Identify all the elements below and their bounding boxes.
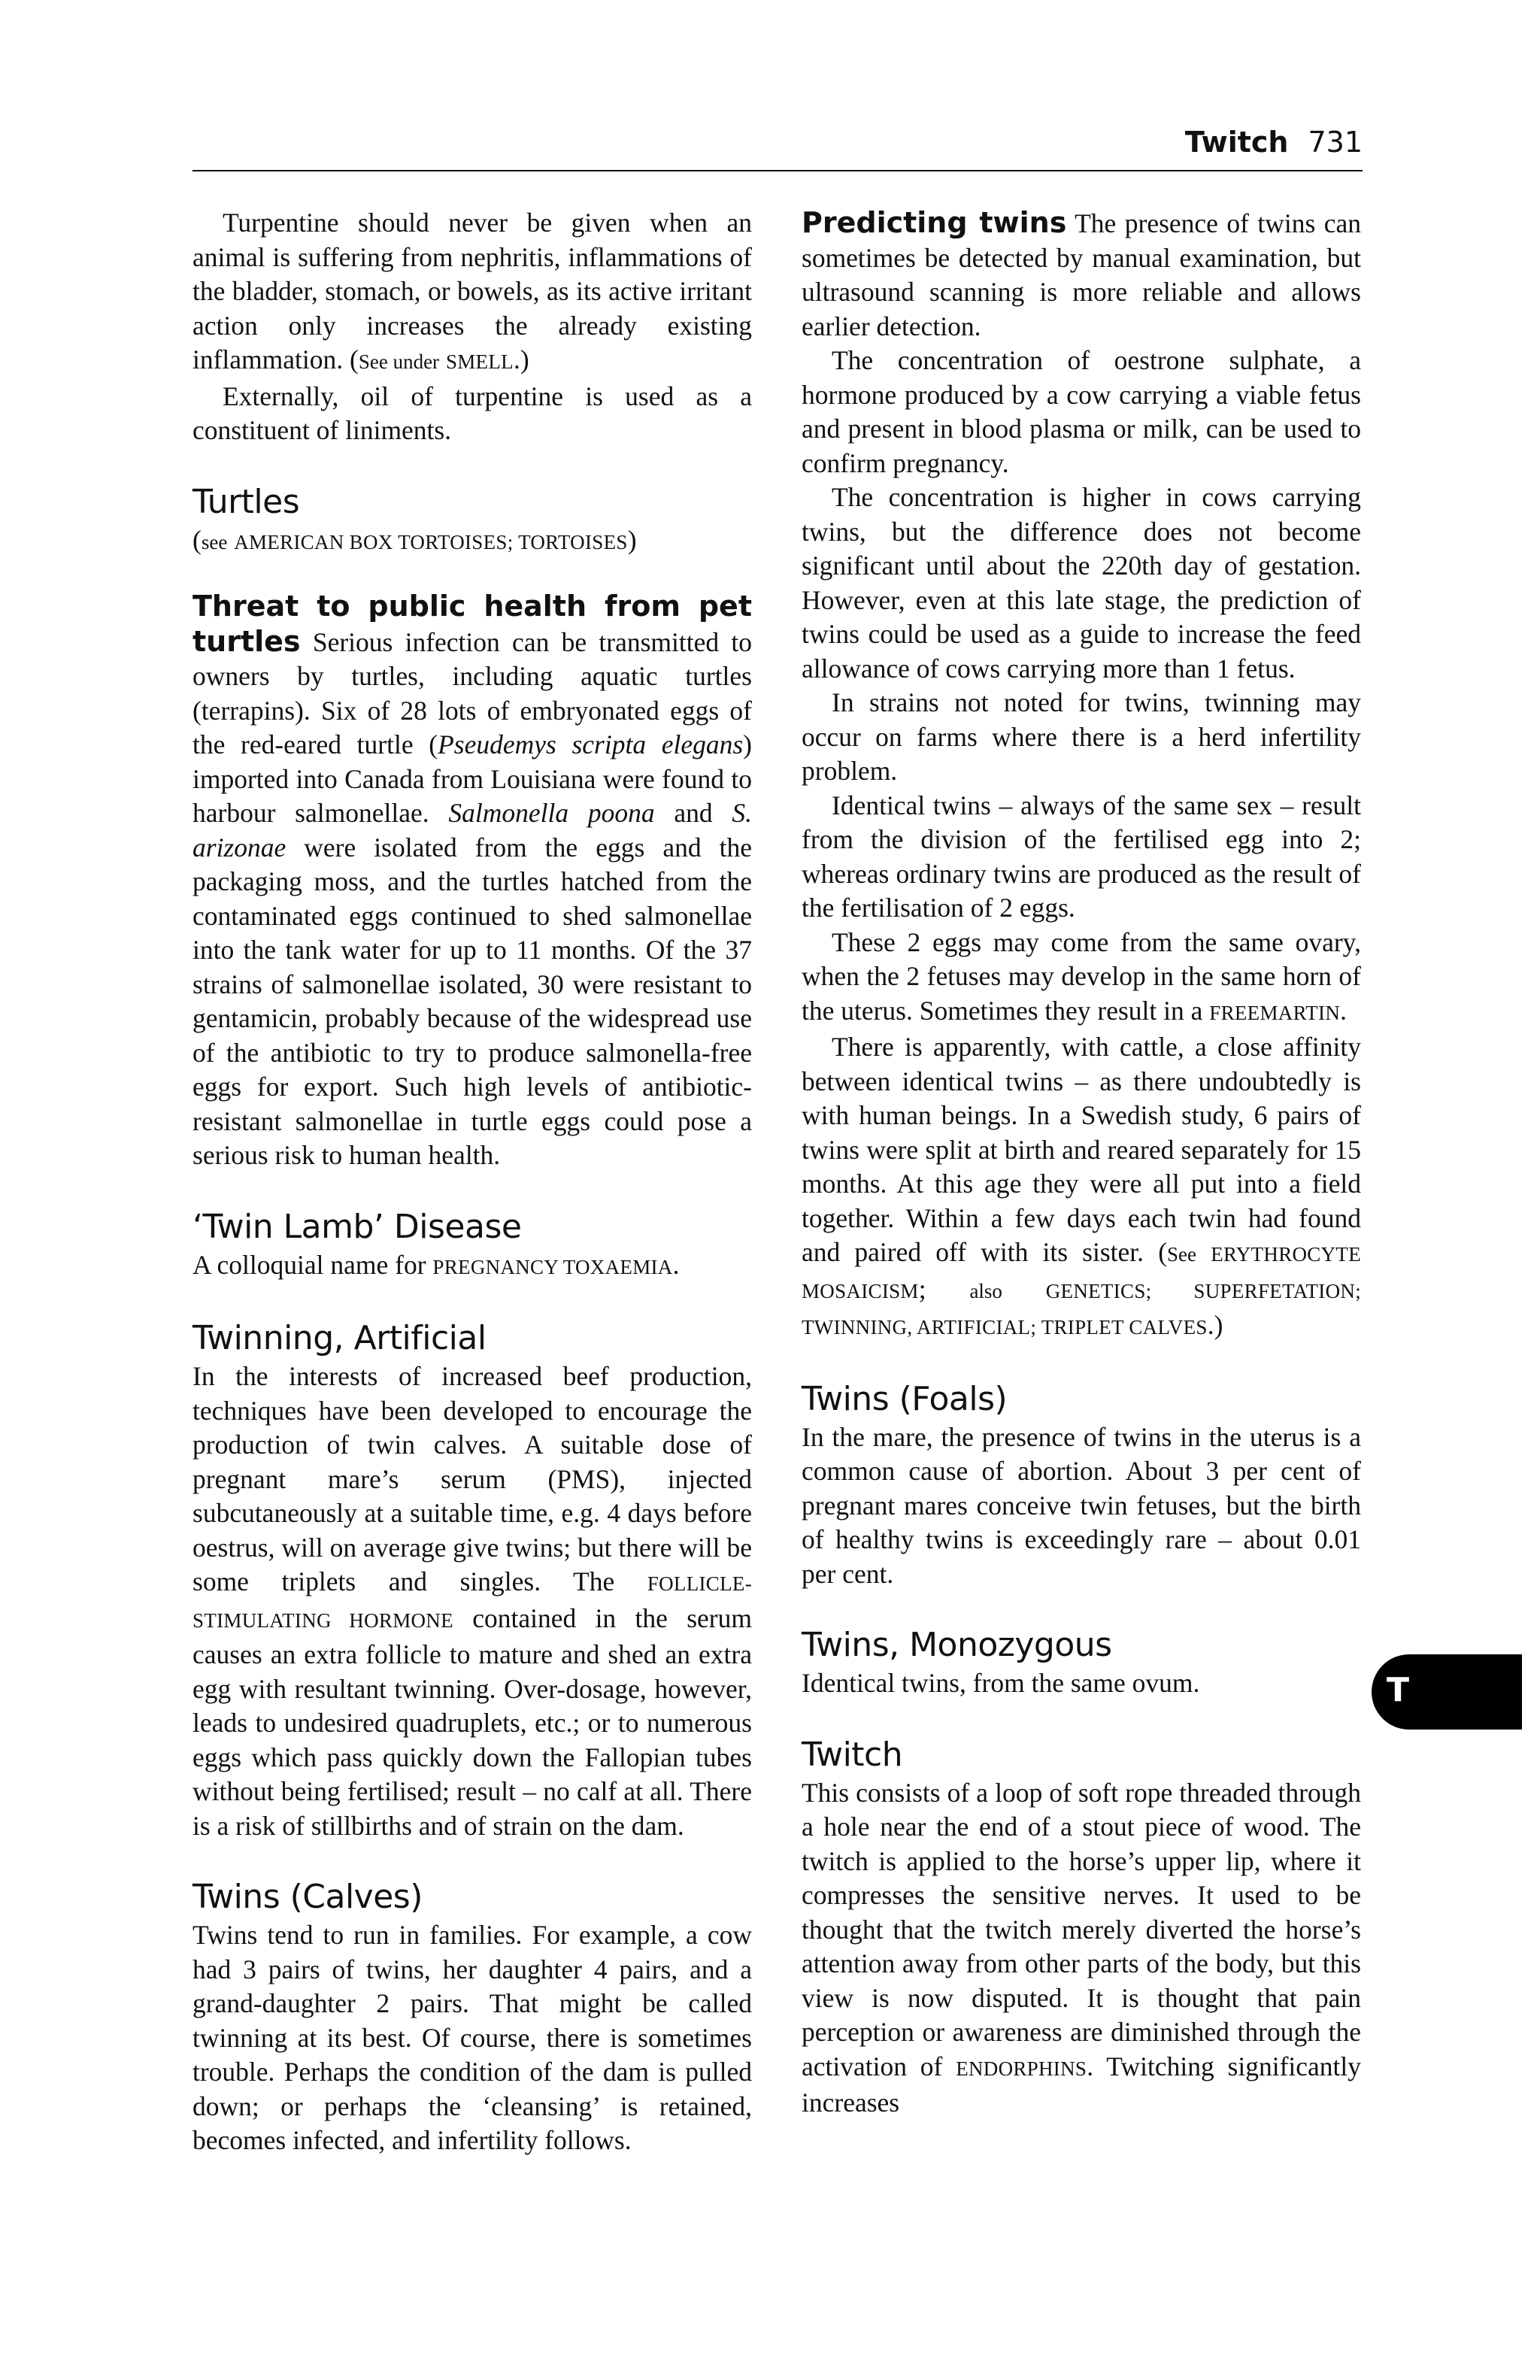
- heading-threat: Threat to public health from pet turtles: [192, 590, 752, 658]
- heading-twitch: Twitch: [802, 1735, 903, 1774]
- ovary-text: These 2 eggs may come from the same ovary, when the 2 fetuses may develop in the same horn of the uterus. Sometimes they result in a: [802, 926, 1361, 1026]
- monozygous-paragraph: Identical twins, from the same ovum.: [802, 1668, 1200, 1698]
- turpentine-text: Turpentine should never be given when an animal is suffering from nephritis, inflammations of the bladder, stomach, or bowels, as its active irritant action only increases the already existing inflammation. (: [192, 208, 752, 374]
- threat-text-a: Serious infection can be transmitted to owners by turtles, including aquatic turtles (terrapins). Six of 28 lots of embryonated eggs of the red-eared turtle (: [192, 626, 752, 759]
- strains-paragraph: In strains not noted for twins, twinning may occur on farms where there is a herd infertility problem.: [802, 687, 1361, 786]
- ovary-paragraph: [802, 926, 1361, 1031]
- heading-predicting-twins: Predicting twins: [802, 206, 1067, 239]
- predicting-text: The presence of twins can sometimes be detected by manual examination, but ultrasound scanning is more reliable and allows earlier detection.: [802, 208, 1361, 341]
- twitch-text-a: This consists of a loop of soft rope threaded through a hole near the end of a stout piece of wood. The twitch is applied to the horse’s upper lip, where it compresses the sensitive nerves. It used to be thought that the twitch merely diverted the horse’s attention away from other parts of the body, but this view is now disputed. It is thought that pain perception or awareness are diminished through the activation of: [802, 1777, 1361, 2081]
- running-head: [192, 120, 1363, 164]
- thumb-index-letter: T: [1387, 1671, 1410, 1709]
- cross-ref-pregnancy-toxaemia: PREGNANCY TOXAEMIA: [432, 1255, 673, 1278]
- running-head-word: Twitch: [1184, 126, 1289, 159]
- twinning-paragraph: [192, 1360, 752, 1843]
- right-column: [802, 206, 1361, 2121]
- left-column: [192, 206, 752, 2158]
- heading-twins-foals: Twins (Foals): [802, 1379, 1008, 1418]
- threat-text-d: were isolated from the eggs and the packaging moss, and the turtles hatched from the contaminated eggs continued to shed salmonellae into the tank water for up to 11 months. Of the 37 strains of salmonellae isolated, 30 were resistant to gentamicin, probably because of the widespread use of the antibiotic to try to produce salmonella-free eggs for export. Such high levels of antibiotic-resistant salmonellae in turtle eggs could pose a serious risk to human health.: [192, 832, 752, 1170]
- liniments-paragraph: Externally, oil of turpentine is used as a constituent of liniments.: [192, 380, 752, 445]
- cross-ref-genetics: GENETICS; SUPERFETATION; TWINNING, ARTIFICIAL; TRIPLET CALVES: [802, 1279, 1361, 1339]
- threat-text-b: ) imported into Canada from Louisiana were found to harbour salmonellae.: [192, 729, 752, 828]
- concentration-paragraph-2: The concentration is higher in cows carrying twins, but the difference does not become significant until about the 220th day of gestation. However, even at this late stage, the prediction of twins could be used as a guide to increase the feed allowance of cows carrying more than 1 fetus.: [802, 482, 1361, 684]
- twitch-text-b: . Twitching significantly increases: [802, 2051, 1361, 2118]
- turpentine-paragraph: [192, 206, 752, 380]
- see-label: See: [1167, 1243, 1197, 1266]
- running-head-text: [1185, 120, 1363, 164]
- twin-lamb-end: .: [672, 1249, 680, 1280]
- concentration-paragraph-1: The concentration of oestrone sulphate, a hormone produced by a cow carrying a viable fetus and present in blood plasma or milk, can be used to confirm pregnancy.: [802, 345, 1361, 478]
- heading-twinning-artificial: Twinning, Artificial: [192, 1319, 487, 1357]
- cross-ref-erythrocyte: ERYTHROCYTE MOSAICISM: [802, 1243, 1361, 1302]
- heading-twin-lamb: ‘Twin Lamb’ Disease: [192, 1207, 522, 1246]
- header-rule: [192, 170, 1363, 171]
- thumb-index-tab: [1372, 1654, 1522, 1730]
- heading-turtles: Turtles: [192, 482, 300, 521]
- twinning-text-a: In the interests of increased beef production, techniques have been developed to encourage the production of twin calves. A suitable dose of pregnant mare’s serum (PMS), injected subcutaneously at a suitable time, e.g. 4 days before oestrus, will on average give twins; but there will be some triplets and singles. The: [192, 1361, 752, 1596]
- identical-paragraph: Identical twins – always of the same sex – result from the division of the fertilised egg into 2; whereas ordinary twins are produced as the result of the fertilisation of 2 eggs.: [802, 790, 1361, 923]
- threat-text-c: and: [654, 798, 732, 828]
- species-pseudemys: Pseudemys scripta elegans: [438, 729, 744, 759]
- cross-ref-fsh: FOLLICLE-STIMULATING HORMONE: [192, 1572, 752, 1632]
- twin-lamb-paragraph: [192, 1248, 752, 1285]
- threat-paragraph: [192, 590, 752, 1173]
- turtles-see: (see AMERICAN BOX TORTOISES; TORTOISES): [192, 524, 637, 555]
- page-number: 731: [1308, 126, 1363, 159]
- species-s-arizonae: S. arizonae: [192, 798, 752, 863]
- foals-paragraph: In the mare, the presence of twins in the uterus is a common cause of abortion. About 3 per cent of pregnant mares conceive twin fetuses, but the birth of healthy twins is exceedingly rare – about 0.01 per cent.: [802, 1421, 1361, 1589]
- affinity-paragraph: There is apparently, with cattle, a close affinity between identical twins – as there undoubtedly is with human beings. In a Swedish study, 6 pairs of twins were split at birth and reared separately for 15 months. At this age they were all put into a field together. Within a few days each twin had found and paired off with its sister. (See ERYTHROCYTE MOSAICISM; also GENETICS; SUPERFETATION; TWINNING, ARTIFICIAL; TRIPLET CALVES.): [802, 1032, 1361, 1340]
- calves-paragraph: Twins tend to run in families. For example, a cow had 3 pairs of twins, her daughter 4 pairs, and a grand-daughter 2 pairs. That might be called twinning at its best. Of course, there is sometimes trouble. Perhaps the condition of the dam is pulled down; or perhaps the ‘cleansing’ is retained, becomes infected, and infertility follows.: [192, 1920, 752, 2155]
- species-salmonella-poona: Salmonella poona: [448, 798, 655, 828]
- turpentine-end: .): [513, 344, 529, 374]
- see-label: see: [201, 530, 228, 553]
- twin-lamb-text: A colloquial name for: [192, 1249, 433, 1280]
- ovary-end: .: [1340, 995, 1348, 1026]
- affinity-text: There is apparently, with cattle, a close affinity between identical twins – as there undoubtedly is with human beings. In a Swedish study, 6 pairs of twins were split at birth and reared separately for 15 months. At this age they were all put into a field together. Within a few days each twin had found and paired off with its sister. (: [802, 1032, 1361, 1267]
- predicting-paragraph: [802, 206, 1361, 344]
- affinity-end: .): [1207, 1310, 1223, 1340]
- cross-ref-freemartin: FREEMARTIN: [1209, 1001, 1341, 1024]
- cross-ref-tortoises: AMERICAN BOX TORTOISES; TORTOISES: [234, 530, 628, 553]
- cross-ref-smell: SMELL: [445, 350, 514, 373]
- heading-twins-calves: Twins (Calves): [192, 1878, 423, 1916]
- cross-ref-endorphins: ENDORPHINS: [956, 2057, 1087, 2080]
- heading-twins-monozygous: Twins, Monozygous: [802, 1626, 1112, 1664]
- twinning-text-b: contained in the serum causes an extra follicle to mature and shed an extra egg with resultant twinning. Over-dosage, however, leads to undesired quadruplets, etc.; or to numerous eggs which pass quickly down the Fallopian tubes without being fertilised; result – no calf at all. There is a risk of stillbirths and of strain on the dam.: [192, 1602, 752, 1841]
- also-label: also: [969, 1279, 1002, 1302]
- see-under: See under: [358, 350, 440, 373]
- twitch-paragraph: [802, 1776, 1361, 2121]
